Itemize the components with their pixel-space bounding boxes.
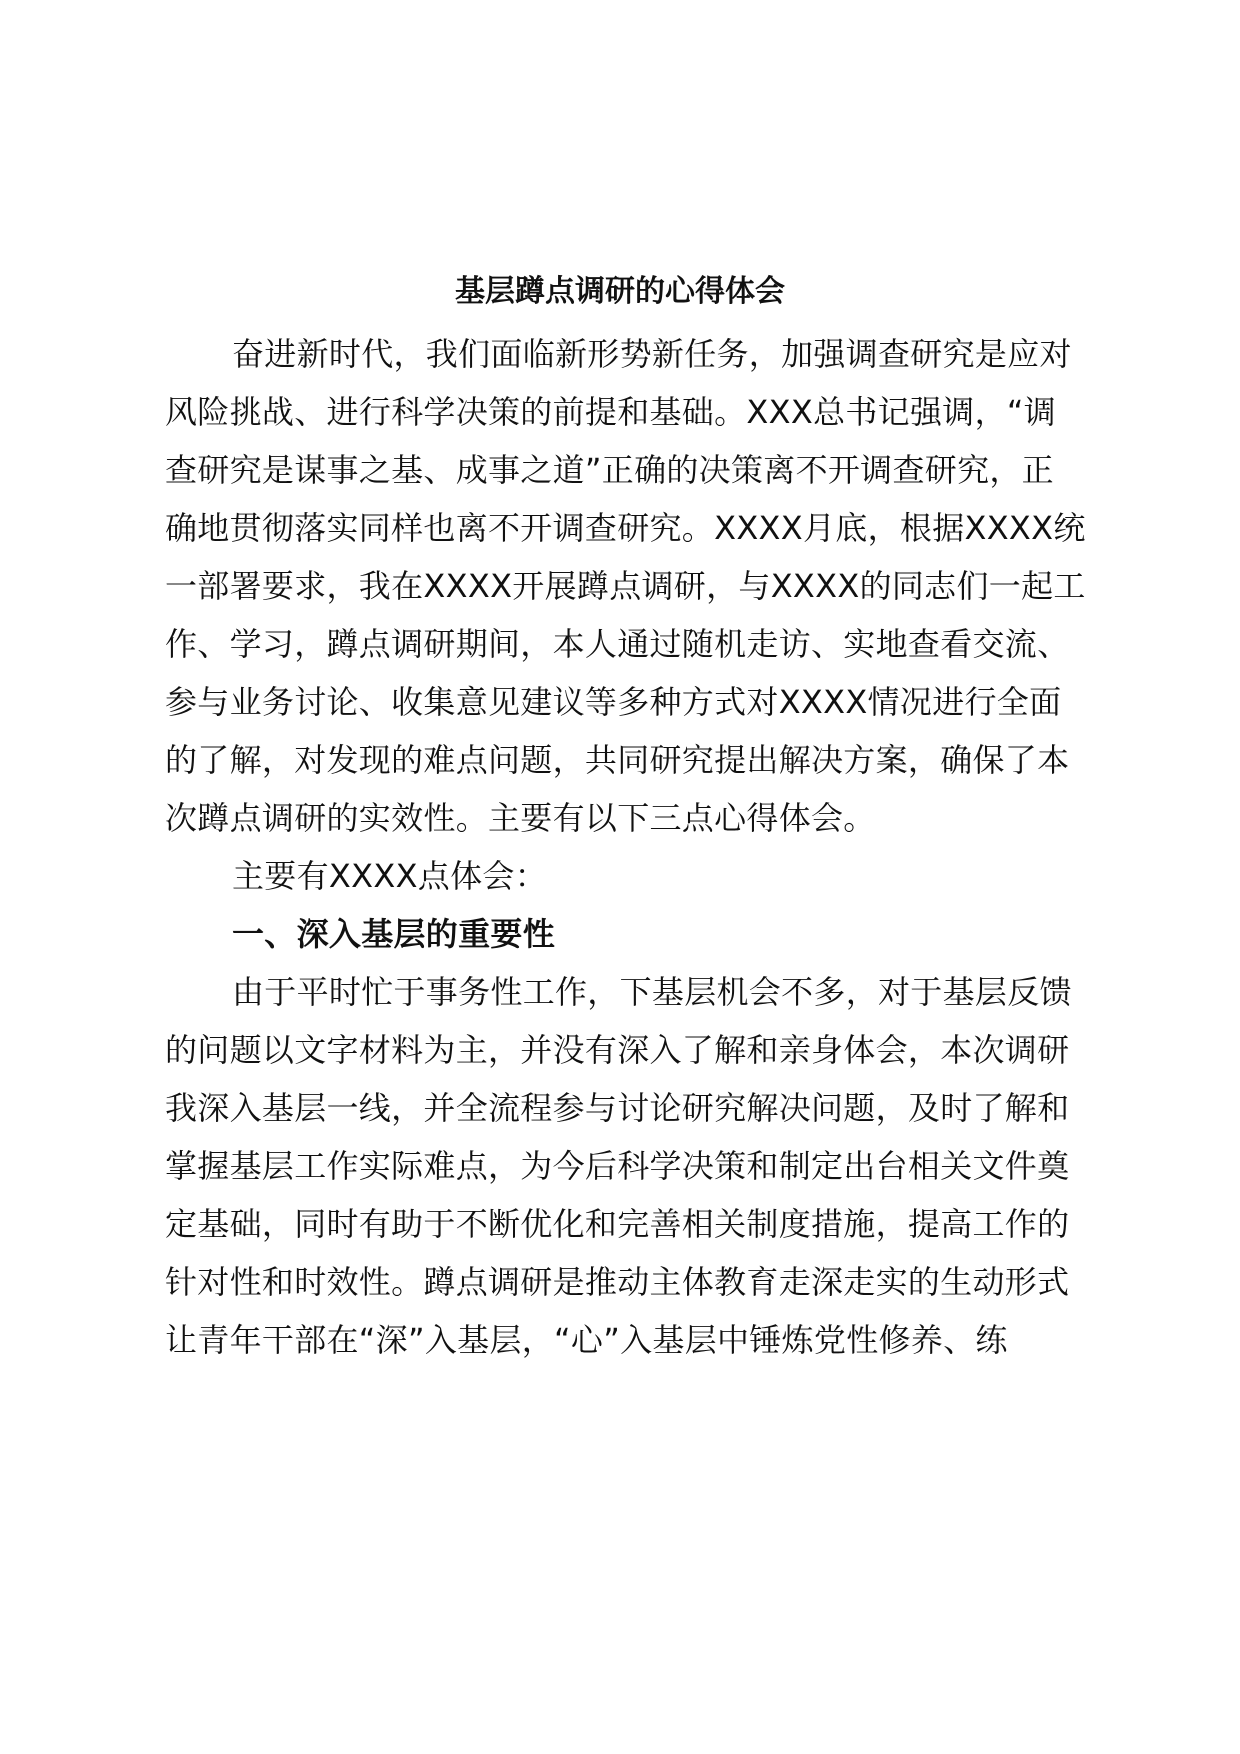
paragraph-line: 的问题以文字材料为主，并没有深入了解和亲身体会，本次调研 xyxy=(165,1031,1070,1069)
paragraph-line: 查研究是谋事之基、成事之道”正确的决策离不开调查研究，正 xyxy=(165,451,1054,489)
paragraph-line: 的了解，对发现的难点问题，共同研究提出解决方案，确保了本 xyxy=(165,741,1070,779)
paragraph-line: 定基础，同时有助于不断优化和完善相关制度措施，提高工作的 xyxy=(165,1205,1070,1243)
paragraph-line: 主要有XXXX点体会： xyxy=(232,857,547,895)
paragraph-line: 奋进新时代，我们面临新形势新任务，加强调查研究是应对 xyxy=(232,335,1072,373)
document-title: 基层蹲点调研的心得体会 xyxy=(455,274,785,309)
paragraph-line: 由于平时忙于事务性工作，下基层机会不多，对于基层反馈 xyxy=(232,973,1072,1011)
paragraph-line: 我深入基层一线，并全流程参与讨论研究解决问题，及时了解和 xyxy=(165,1089,1070,1127)
paragraph-line: 风险挑战、进行科学决策的前提和基础。XXX总书记强调，“调 xyxy=(165,393,1057,431)
paragraph-line: 作、学习，蹲点调研期间，本人通过随机走访、实地查看交流、 xyxy=(165,625,1070,663)
paragraph-line: 掌握基层工作实际难点，为今后科学决策和制定出台相关文件奠 xyxy=(165,1147,1070,1185)
paragraph-line: 确地贯彻落实同样也离不开调查研究。XXXX月底，根据XXXX统 xyxy=(165,509,1086,547)
paragraph-line: 参与业务讨论、收集意见建议等多种方式对XXXX情况进行全面 xyxy=(165,683,1062,721)
paragraph-line: 次蹲点调研的实效性。主要有以下三点心得体会。 xyxy=(165,799,876,837)
paragraph-line: 针对性和时效性。蹲点调研是推动主体教育走深走实的生动形式 xyxy=(165,1263,1070,1301)
paragraph-line: 一部署要求，我在XXXX开展蹲点调研，与XXXX的同志们一起工 xyxy=(165,567,1086,605)
paragraph-line: 让青年干部在“深”入基层，“心”入基层中锤炼党性修养、练 xyxy=(165,1321,1008,1359)
section-heading: 一、深入基层的重要性 xyxy=(232,915,556,953)
